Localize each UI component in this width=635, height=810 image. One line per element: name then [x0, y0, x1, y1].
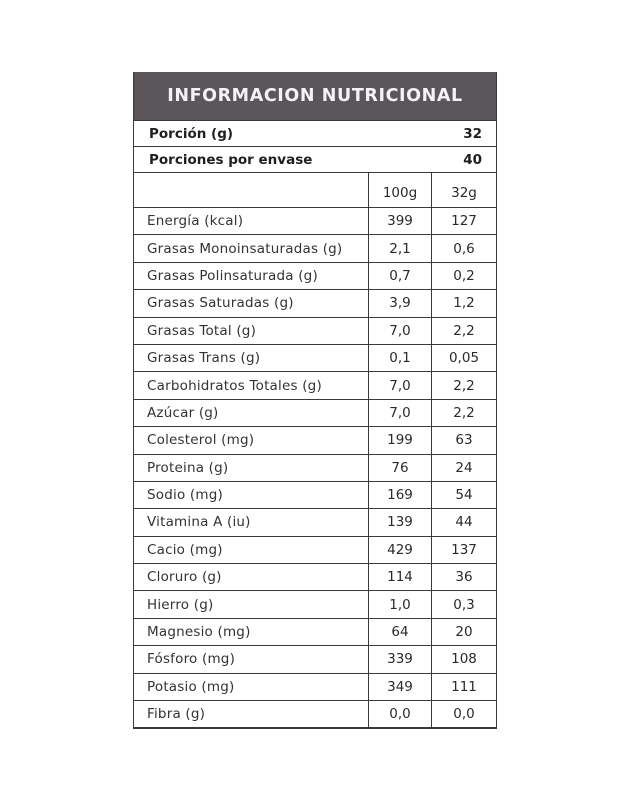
nutrient-value-per-serving: 63	[455, 432, 473, 449]
nutrient-value-per-100g: 0,0	[369, 701, 432, 727]
nutrient-row	[134, 427, 496, 454]
nutrient-row	[134, 455, 496, 482]
nutrient-value-per-100g: 64	[369, 619, 432, 645]
nutrient-value-per-serving: 36	[455, 569, 473, 586]
nutrient-name: Proteina (g)	[134, 455, 369, 481]
nutrient-name: Hierro (g)	[134, 591, 369, 617]
nutrient-row	[134, 591, 496, 618]
nutrient-value-per-serving: 44	[455, 514, 473, 531]
nutrient-value-per-100g: 339	[369, 646, 432, 672]
nutrient-value-per-serving: 2,2	[453, 404, 475, 421]
nutrient-value-per-serving: 2,2	[453, 377, 475, 394]
nutrient-name: Fósforo (mg)	[134, 646, 369, 672]
nutrient-row	[134, 701, 496, 728]
nutrient-name: Grasas Polinsaturada (g)	[134, 263, 369, 289]
nutrient-value-per-serving: 1,2	[453, 295, 475, 312]
nutrient-value-per-100g: 399	[369, 208, 432, 234]
servings-per-container-row	[134, 147, 496, 173]
nutrient-row	[134, 482, 496, 509]
nutrient-name: Potasio (mg)	[134, 674, 369, 700]
column-header-per-serving: 32g	[451, 185, 477, 201]
nutrient-name: Sodio (mg)	[134, 482, 369, 508]
nutrient-value-per-serving: 24	[455, 459, 473, 476]
nutrient-name: Cacio (mg)	[134, 537, 369, 563]
servings-per-container-label: Porciones por envase	[149, 151, 313, 168]
nutrient-value-per-serving: 127	[451, 213, 477, 230]
nutrient-value-per-serving: 0,05	[448, 350, 480, 367]
nutrient-value-per-100g: 349	[369, 674, 432, 700]
nutrient-row	[134, 509, 496, 536]
nutrient-row	[134, 235, 496, 262]
nutrient-value-per-100g: 7,0	[369, 318, 432, 344]
nutrient-value-per-100g: 139	[369, 509, 432, 535]
nutrient-row	[134, 674, 496, 701]
nutrient-value-per-serving: 137	[451, 541, 477, 558]
nutrient-row	[134, 537, 496, 564]
nutrient-value-per-100g: 7,0	[369, 400, 432, 426]
nutrient-value-per-100g: 2,1	[369, 235, 432, 261]
nutrient-value-per-100g: 1,0	[369, 591, 432, 617]
nutrient-value-per-serving: 111	[451, 678, 477, 695]
nutrient-value-per-100g: 114	[369, 564, 432, 590]
nutrient-value-per-serving: 0,0	[453, 706, 475, 723]
nutrient-name: Fibra (g)	[134, 701, 369, 727]
nutrient-name: Grasas Saturadas (g)	[134, 290, 369, 316]
nutrient-row	[134, 400, 496, 427]
nutrient-value-per-100g: 0,7	[369, 263, 432, 289]
nutrient-row	[134, 290, 496, 317]
nutrient-name: Magnesio (mg)	[134, 619, 369, 645]
nutrient-value-per-serving: 0,3	[453, 596, 475, 613]
nutrient-value-per-100g: 429	[369, 537, 432, 563]
nutrient-value-per-100g: 3,9	[369, 290, 432, 316]
nutrient-value-per-serving: 54	[455, 487, 473, 504]
nutrient-value-per-serving: 20	[455, 624, 473, 641]
column-header-per-100g: 100g	[369, 173, 432, 207]
nutrient-value-per-100g: 199	[369, 427, 432, 453]
servings-per-container-value: 40	[463, 151, 482, 168]
nutrient-name: Vitamina A (iu)	[134, 509, 369, 535]
nutrient-value-per-100g: 7,0	[369, 372, 432, 398]
nutrient-row	[134, 564, 496, 591]
nutrient-value-per-serving: 2,2	[453, 322, 475, 339]
nutrient-name: Grasas Monoinsaturadas (g)	[134, 235, 369, 261]
nutrient-name: Carbohidratos Totales (g)	[134, 372, 369, 398]
nutrient-value-per-100g: 76	[369, 455, 432, 481]
nutrient-row	[134, 619, 496, 646]
column-header-nutrient	[134, 173, 369, 207]
nutrient-name: Cloruro (g)	[134, 564, 369, 590]
nutrient-row	[134, 318, 496, 345]
nutrient-row	[134, 263, 496, 290]
nutrient-row	[134, 208, 496, 235]
nutrition-facts-label	[133, 72, 497, 729]
serving-size-value: 32	[463, 125, 482, 142]
nutrient-value-per-serving: 0,6	[453, 240, 475, 257]
column-header-row	[134, 173, 496, 208]
nutrient-name: Azúcar (g)	[134, 400, 369, 426]
nutrient-table-body	[134, 208, 496, 728]
nutrient-name: Energía (kcal)	[134, 208, 369, 234]
nutrient-row	[134, 372, 496, 399]
nutrient-value-per-100g: 0,1	[369, 345, 432, 371]
nutrient-value-per-serving: 108	[451, 651, 477, 668]
serving-size-label: Porción (g)	[149, 125, 234, 142]
nutrient-value-per-100g: 169	[369, 482, 432, 508]
serving-size-row	[134, 121, 496, 147]
nutrient-name: Grasas Trans (g)	[134, 345, 369, 371]
nutrient-value-per-serving: 0,2	[453, 267, 475, 284]
label-title: INFORMACION NUTRICIONAL	[134, 72, 496, 121]
nutrient-row	[134, 345, 496, 372]
nutrient-name: Colesterol (mg)	[134, 427, 369, 453]
nutrient-name: Grasas Total (g)	[134, 318, 369, 344]
nutrient-row	[134, 646, 496, 673]
